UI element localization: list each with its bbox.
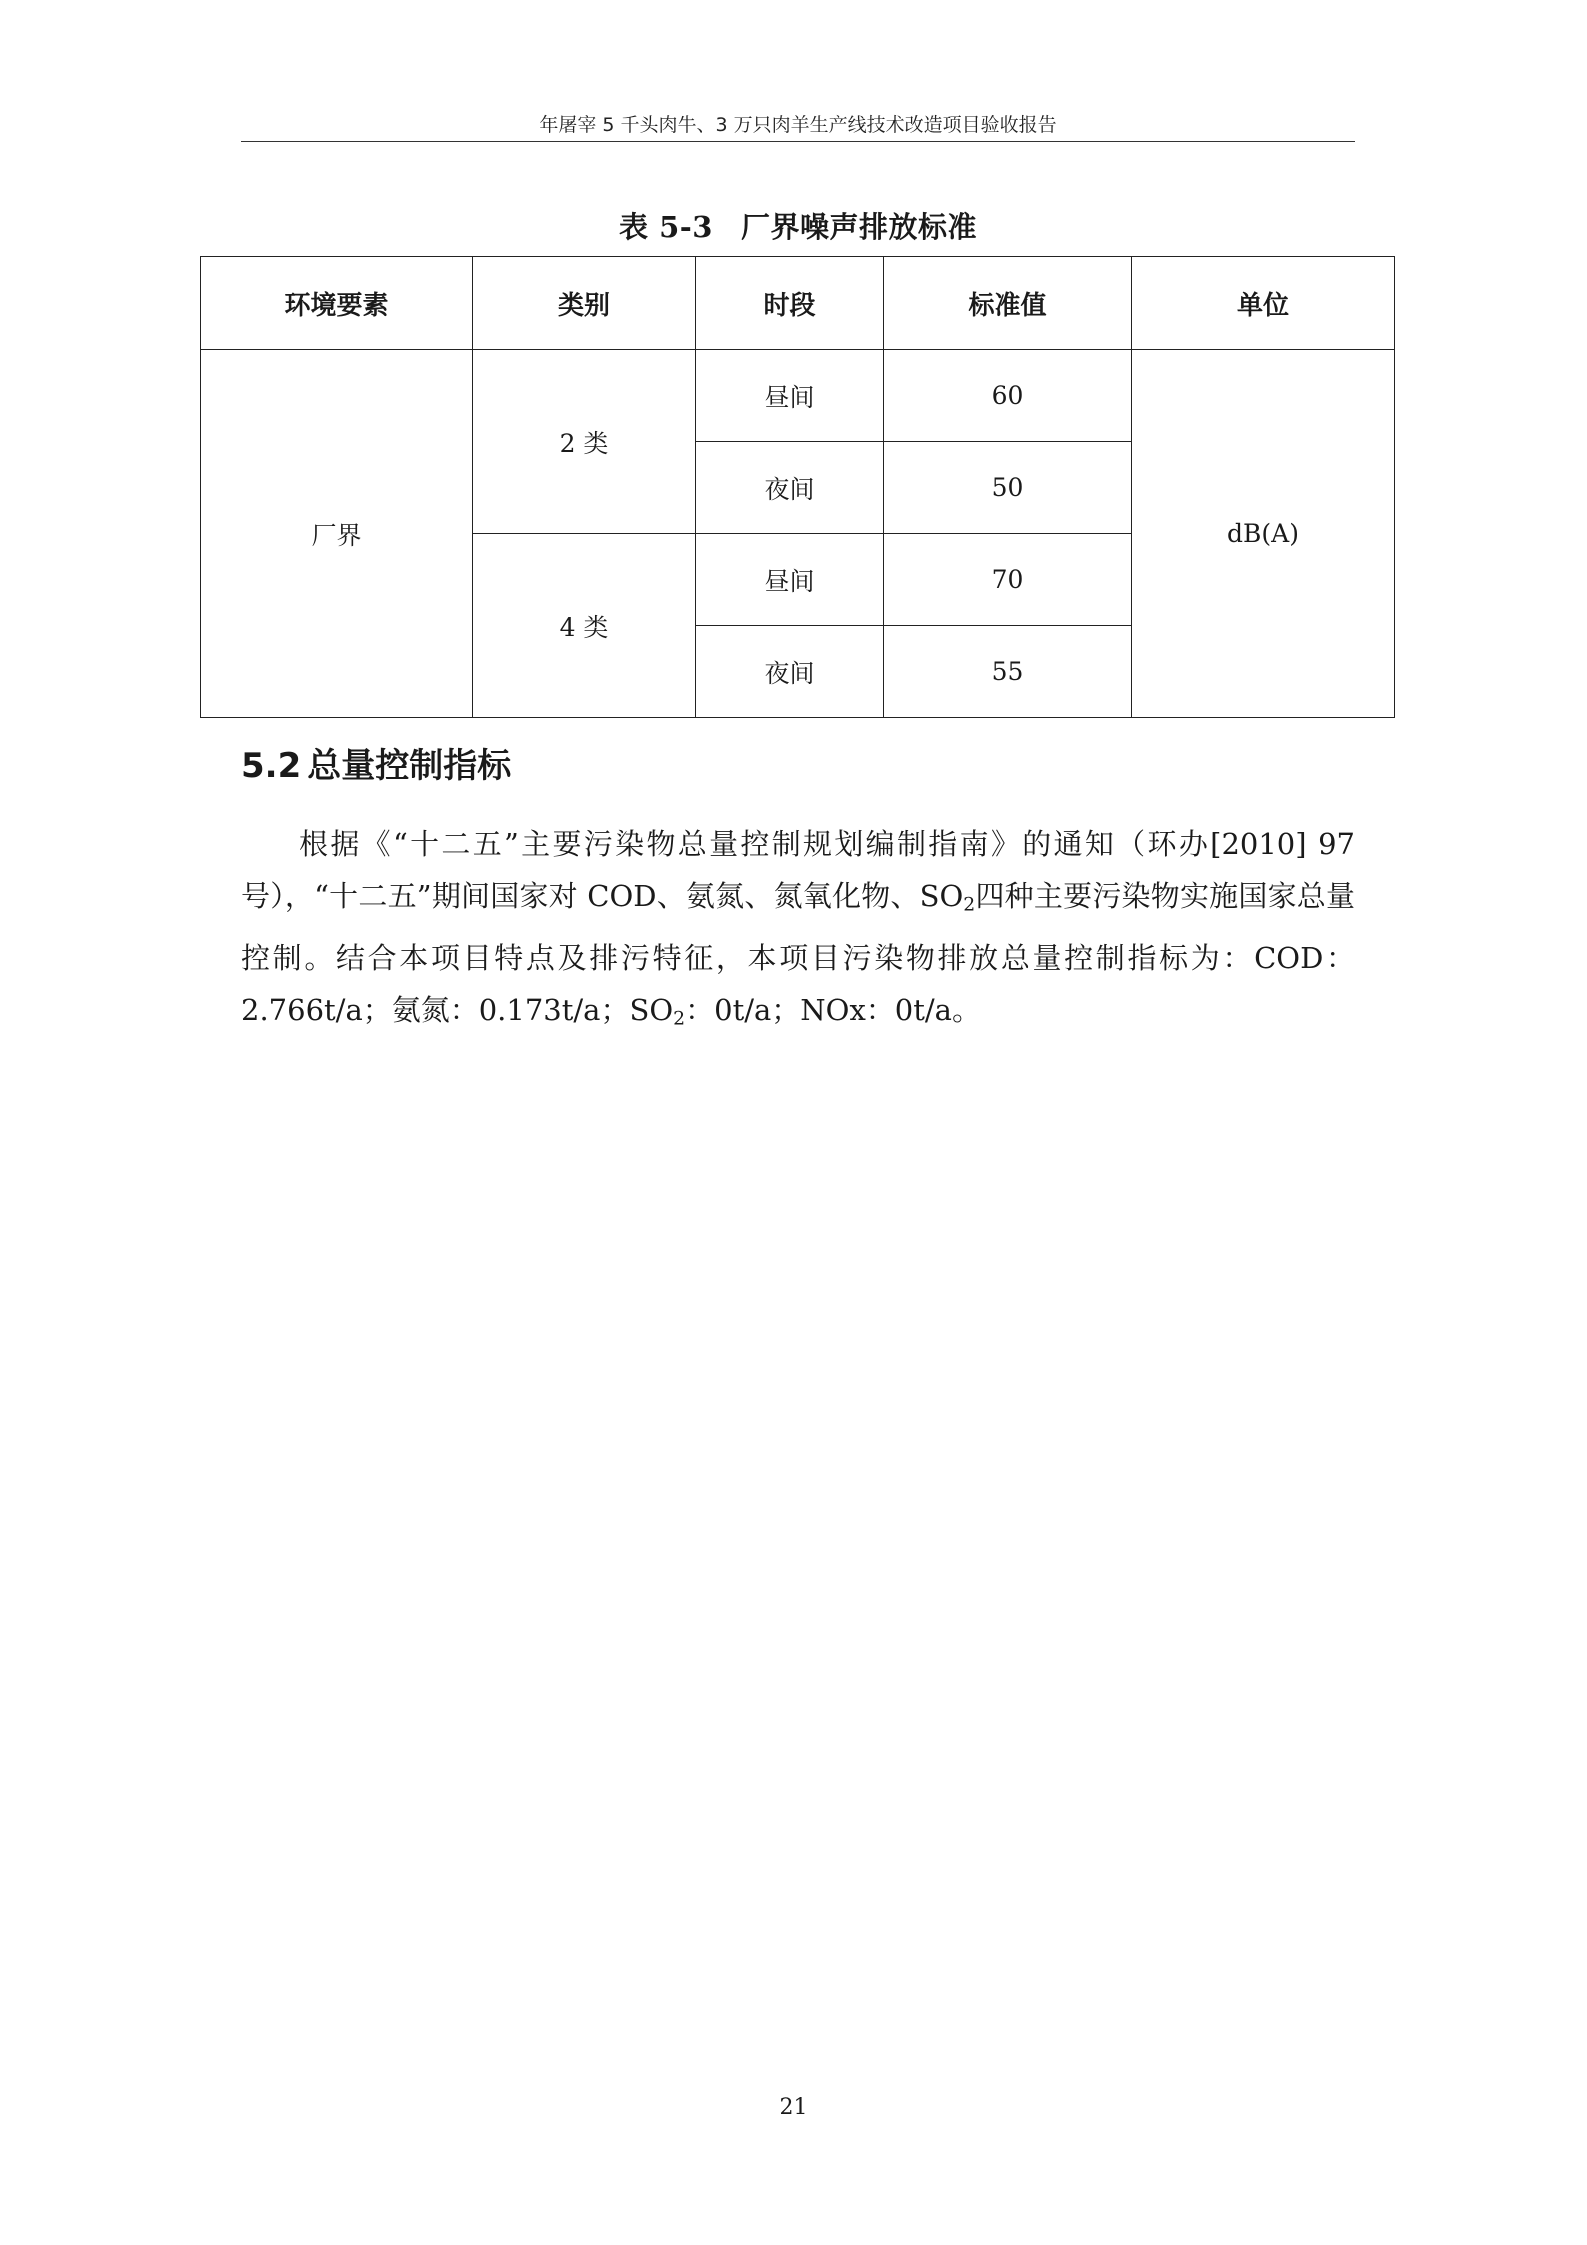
running-header: 年屠宰 5 千头肉牛、3 万只肉羊生产线技术改造项目验收报告 [539, 114, 1057, 136]
subscript: 2 [963, 894, 976, 916]
section-title: 总量控制指标 [307, 746, 512, 786]
cell-category: 2 类 [473, 350, 696, 534]
section-number: 5.2 [241, 746, 302, 786]
section-body [241, 818, 1355, 1045]
cell-value: 50 [884, 442, 1132, 534]
table-row [201, 350, 1395, 442]
cell-unit: dB(A) [1132, 350, 1395, 718]
cell-period: 夜间 [696, 442, 884, 534]
col-header-category: 类别 [473, 257, 696, 350]
cell-value: 55 [884, 626, 1132, 718]
cell-period: 夜间 [696, 626, 884, 718]
paragraph-text: 根据《“十二五”主要污染物总量控制规划编制指南》的通知（环办[2010] 97 号），“十二五”期间国家对 COD、氨氮、氮氧化物、SO [241, 827, 1355, 913]
col-header-standard-value: 标准值 [884, 257, 1132, 350]
col-header-element: 环境要素 [201, 257, 473, 350]
col-header-unit: 单位 [1132, 257, 1395, 350]
col-header-period: 时段 [696, 257, 884, 350]
cell-value: 70 [884, 534, 1132, 626]
cell-period: 昼间 [696, 350, 884, 442]
subscript: 2 [673, 1008, 686, 1030]
table-header-row [201, 257, 1395, 350]
table-caption-title: 厂界噪声排放标准 [740, 210, 977, 244]
table-caption [200, 205, 1396, 246]
noise-standard-table [200, 256, 1395, 718]
paragraph-text: ：0t/a；NOx：0t/a。 [685, 992, 981, 1027]
table-caption-number: 表 5-3 [618, 210, 713, 244]
cell-period: 昼间 [696, 534, 884, 626]
paragraph [241, 818, 1355, 1045]
cell-value: 60 [884, 350, 1132, 442]
header-rule [241, 141, 1355, 142]
cell-element: 厂界 [201, 350, 473, 718]
paragraph-text: COD：2.766t/a；氨氮：0.173t/a；SO [241, 940, 1355, 1027]
cell-category: 4 类 [473, 534, 696, 718]
paragraph-text: 四种主要污染物实施国家总量控制。结合本项目特点及排污特征，本项目污染物排放总量控制指标为： [241, 879, 1355, 975]
section-heading [241, 738, 511, 787]
page-number: 21 [779, 2095, 808, 2120]
